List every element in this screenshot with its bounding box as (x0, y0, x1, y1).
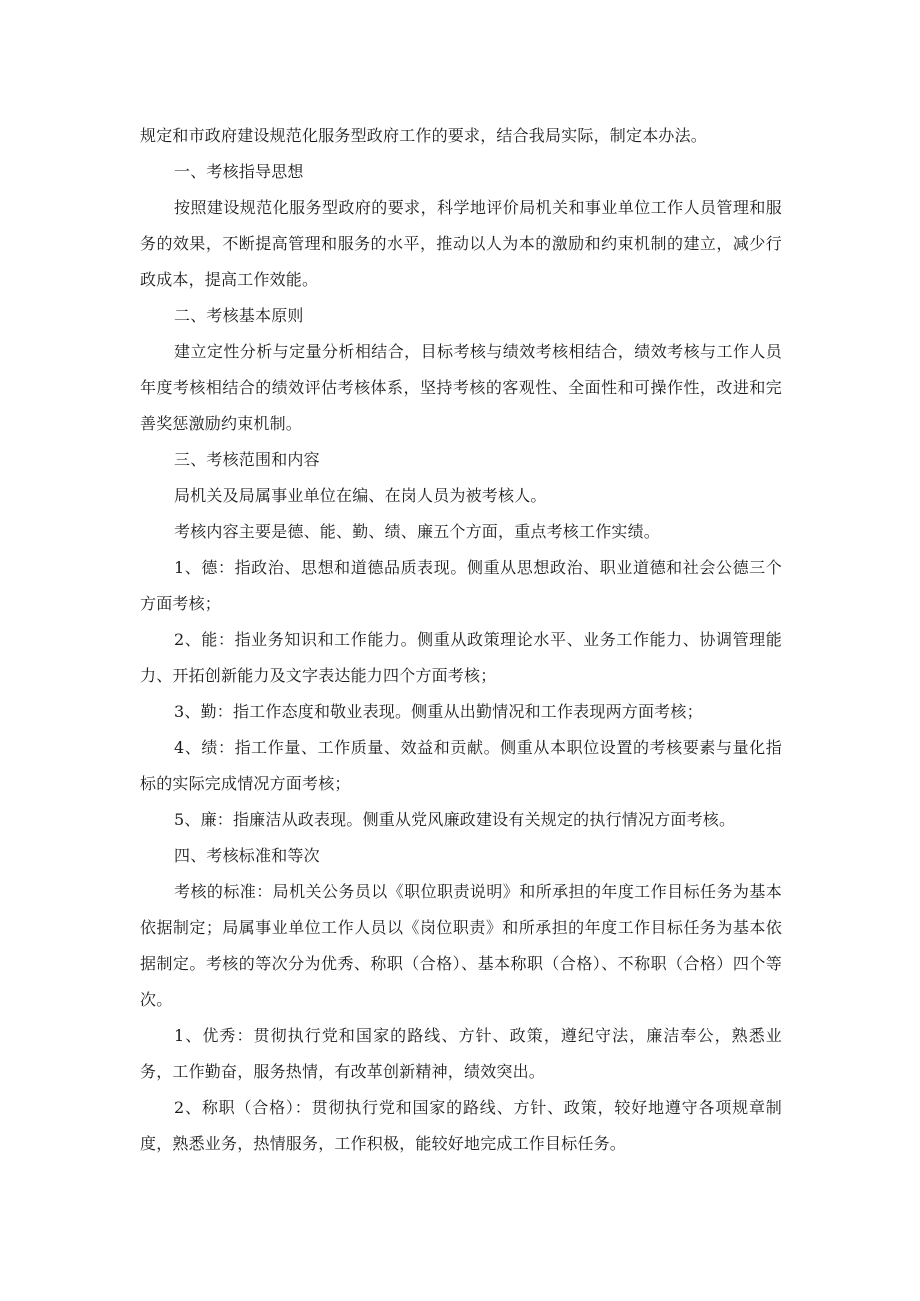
paragraph-guiding-idea: 按照建设规范化服务型政府的要求，科学地评价局机关和事业单位工作人员管理和服务的效果，不断提高管理和服务的水平，推动以人为本的激励和约束机制的建立，减少行政成本，提高工作效能。 (140, 198, 782, 289)
section-heading-scope-content: 三、考核范围和内容 (174, 450, 320, 469)
document-page (140, 118, 782, 1162)
list-item-performance: 4、绩：指工作量、工作质量、效益和贡献。侧重从本职位设置的考核要素与量化指标的实际完成情况方面考核； (140, 738, 782, 793)
list-item-competent: 2、称职（合格）：贯彻执行党和国家的路线、方针、政策，较好地遵守各项规章制度，熟悉业务，热情服务，工作积极，能较好地完成工作目标任务。 (140, 1098, 782, 1153)
list-item-excellent: 1、优秀：贯彻执行党和国家的路线、方针、政策，遵纪守法，廉洁奉公，熟悉业务，工作勤奋，服务热情，有改革创新精神，绩效突出。 (140, 1026, 782, 1081)
paragraph-scope: 局机关及局属事业单位在编、在岗人员为被考核人。 (174, 486, 547, 505)
paragraph-standards: 考核的标准：局机关公务员以《职位职责说明》和所承担的年度工作目标任务为基本依据制定；局属事业单位工作人员以《岗位职责》和所承担的年度工作目标任务为基本依据制定。考核的等次分为优秀、称职（合格）、基本称职（合格）、不称职（合格）四个等次。 (140, 882, 782, 1009)
paragraph-intro-continuation: 规定和市政府建设规范化服务型政府工作的要求，结合我局实际，制定本办法。 (140, 126, 708, 145)
section-heading-standards-grades: 四、考核标准和等次 (174, 846, 320, 865)
section-heading-guiding-idea: 一、考核指导思想 (174, 162, 304, 181)
list-item-integrity: 5、廉：指廉洁从政表现。侧重从党风廉政建设有关规定的执行情况方面考核。 (174, 810, 736, 829)
paragraph-content: 考核内容主要是德、能、勤、绩、廉五个方面，重点考核工作实绩。 (174, 522, 661, 541)
section-heading-basic-principles: 二、考核基本原则 (174, 306, 304, 325)
list-item-ability: 2、能：指业务知识和工作能力。侧重从政策理论水平、业务工作能力、协调管理能力、开拓创新能力及文字表达能力四个方面考核； (140, 630, 782, 685)
paragraph-basic-principles: 建立定性分析与定量分析相结合，目标考核与绩效考核相结合，绩效考核与工作人员年度考核相结合的绩效评估考核体系，坚持考核的客观性、全面性和可操作性，改进和完善奖惩激励约束机制。 (140, 342, 782, 433)
list-item-virtue: 1、德：指政治、思想和道德品质表现。侧重从思想政治、职业道德和社会公德三个方面考核； (140, 558, 782, 613)
list-item-diligence: 3、勤：指工作态度和敬业表现。侧重从出勤情况和工作表现两方面考核； (174, 702, 703, 721)
